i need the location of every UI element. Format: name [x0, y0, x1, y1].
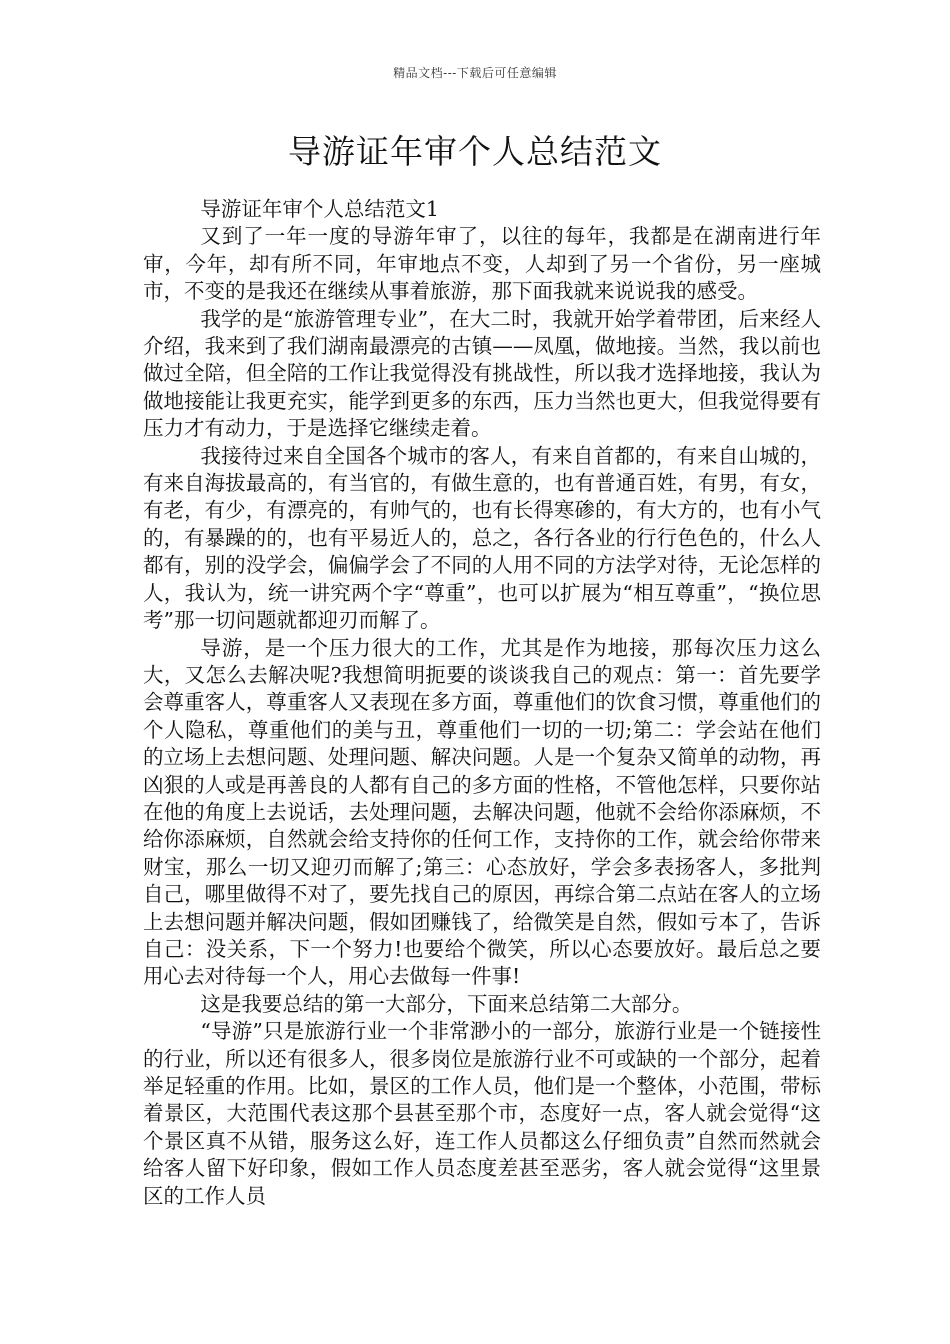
paragraph-subtitle: 导游证年审个人总结范文1: [200, 197, 439, 221]
paragraph: “导游”只是旅游行业一个非常渺小的一部分，旅游行业是一个链接性的行业，所以还有很多人，很多岗位是旅游行业不可或缺的一个部分，起着举足轻重的作用。比如，景区的工作人员，他们是一个整体，小范围，带标着景区，大范围代表这那个县甚至那个市，态度好一点，客人就会觉得“这个景区真不从错，服务这么好，连工作人员都这么仔细负责”自然而然就会给客人留下好印象，假如工作人员态度差甚至恶劣，客人就会觉得“这里景区的工作人员: [143, 1019, 821, 1208]
header-note: 精品文档---下载后可任意编辑: [393, 66, 557, 80]
paragraph: 我接待过来自全国各个城市的客人，有来自首都的，有来自山城的，有来自海拔最高的，有当官的，有做生意的，也有普通百姓，有男，有女，有老，有少，有漂亮的，有帅气的，也有长得寒碜的，有大方的，也有小气的，有暴躁的的，也有平易近人的，总之，各行各业的行行色色的，什么人都有，别的没学会，偏偏学会了不同的人用不同的方法学对待，无论怎样的人，我认为，统一讲究两个字“尊重”，也可以扩展为“相互尊重”，“换位思考”那一切问题就都迎刃而解了。: [143, 443, 821, 633]
paragraph: 我学的是“旅游管理专业”，在大二时，我就开始学着带团，后来经人介绍，我来到了我们湖南最漂亮的古镇——凤凰，做地接。当然，我以前也做过全陪，但全陪的工作让我觉得没有挑战性，所以我才选择地接，我认为做地接能让我更充实，能学到更多的东西，压力当然也更大，但我觉得要有压力才有动力，于是选择它继续走着。: [143, 306, 821, 441]
paragraph: 这是我要总结的第一大部分，下面来总结第二大部分。: [200, 991, 693, 1016]
document-title: 导游证年审个人总结范文: [288, 132, 662, 171]
paragraph: 又到了一年一度的导游年审了，以往的每年，我都是在湖南进行年审，今年，却有所不同，年审地点不变，人却到了另一个省份，另一座城市，不变的是我还在继续从事着旅游，那下面我就来说说我的感受。: [143, 224, 821, 304]
paragraph: 导游，是一个压力很大的工作，尤其是作为地接，那每次压力这么大，又怎么去解决呢?我想简明扼要的谈谈我自己的观点：第一：首先要学会尊重客人，尊重客人又表现在多方面，尊重他们的饮食习惯，尊重他们的个人隐私，尊重他们的美与丑，尊重他们一切的一切;第二：学会站在他们的立场上去想问题、处理问题、解决问题。人是一个复杂又简单的动物，再凶狠的人或是再善良的人都有自己的多方面的性格，不管他怎样，只要你站在他的角度上去说话，去处理问题，去解决问题，他就不会给你添麻烦，不给你添麻烦，自然就会给支持你的任何工作，支持你的工作，就会给你带来财宝，那么一切又迎刃而解了;第三：心态放好，学会多表扬客人，多批判自己，哪里做得不对了，要先找自己的原因，再综合第二点站在客人的立场上去想问题并解决问题，假如团赚钱了，给微笑是自然，假如亏本了，告诉自己：没关系，下一个努力!也要给个微笑，所以心态要放好。最后总之要用心去对待每一个人，用心去做每一件事!: [143, 635, 821, 989]
document-body: [143, 196, 821, 1210]
